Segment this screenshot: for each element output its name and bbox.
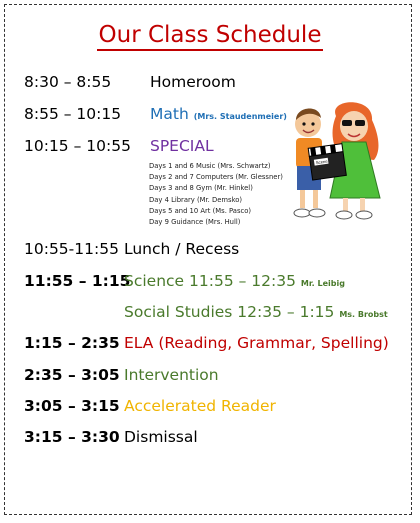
page-title: Our Class Schedule	[0, 20, 420, 50]
row-time: 8:55 – 10:15	[24, 105, 122, 123]
row-label: ELA (Reading, Grammar, Spelling)	[124, 334, 389, 352]
list-item: Days 1 and 6 Music (Mrs. Schwartz)	[149, 162, 271, 170]
teacher-note: Ms. Brobst	[339, 310, 388, 319]
row-time: 2:35 – 3:05	[24, 366, 120, 384]
row-time: 11:55 – 1:15	[24, 272, 131, 290]
kids-clapperboard-clipart	[288, 98, 388, 228]
row-label: Intervention	[124, 366, 219, 384]
list-item: Days 2 and 7 Computers (Mr. Glessner)	[149, 173, 283, 182]
row-time: 3:05 – 3:15	[24, 397, 120, 415]
row-label: Homeroom	[150, 73, 236, 91]
list-item: Days 5 and 10 Art (Ms. Pasco)	[149, 206, 252, 215]
row-time: 3:15 – 3:30	[24, 428, 120, 446]
list-item: Days 3 and 8 Gym (Mr. Hinkel)	[149, 184, 253, 193]
row-label: Lunch / Recess	[124, 240, 240, 258]
special-days-list	[149, 161, 283, 228]
row-label: Dismissal	[124, 428, 198, 446]
row-time: 1:15 – 2:35	[24, 334, 120, 352]
list-item: Day 4 Library (Mr. Demsko)	[149, 195, 243, 204]
row-label: SPECIAL	[150, 137, 214, 155]
row-time: 10:15 – 10:55	[24, 137, 131, 155]
row-label: Accelerated Reader	[124, 397, 276, 415]
row-time: 10:55-11:55	[24, 240, 119, 258]
teacher-note: (Mrs. Staudenmeier)	[193, 112, 287, 121]
row-label: Social Studies 12:35 – 1:15	[124, 303, 335, 321]
teacher-note: Mr. Leibig	[300, 279, 345, 288]
row-label: Math	[150, 105, 189, 123]
row-time: 8:30 – 8:55	[24, 73, 112, 91]
list-item: Day 9 Guidance (Mrs. Hull)	[149, 218, 241, 227]
row-label: Science 11:55 – 12:35	[124, 272, 296, 290]
clapperboard-text: Scene	[315, 158, 328, 166]
